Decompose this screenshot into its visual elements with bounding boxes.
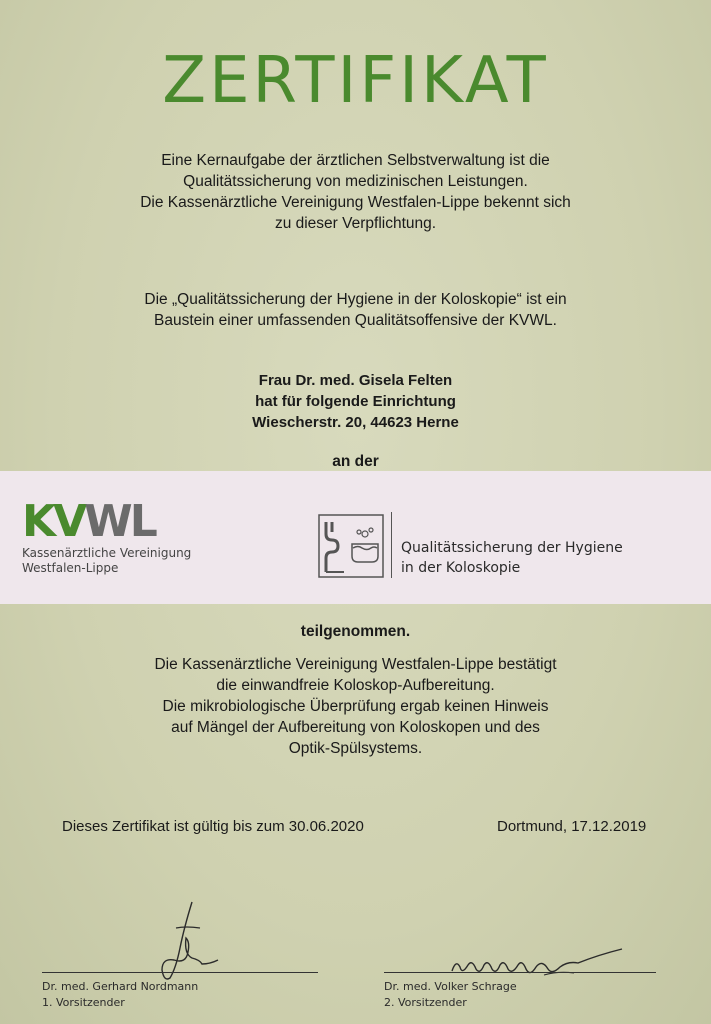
intro-line: Die Kassenärztliche Vereinigung Westfalen-Lippe bekennt sich [140,194,571,211]
participated-text [60,621,651,642]
intro-line: zu dieser Verpflichtung. [274,215,437,232]
hygiene-koloskopie-icon [318,514,384,578]
badge-line: in der Koloskopie [401,560,521,576]
signatory-role: 1. Vorsitzender [42,996,125,1009]
signatory-name: Dr. med. Volker Schrage [384,980,517,993]
place-date: Dortmund, 17.12.2019 [497,818,647,835]
intro-paragraph [60,150,651,234]
recipient-address: Wiescherstr. 20, 44623 Herne [252,414,459,431]
certificate-title: ZERTIFIKAT [162,44,549,118]
confirmation-line: die einwandfreie Koloskop-Aufbereitung. [216,677,495,694]
program-paragraph [60,289,651,331]
confirmation-line: auf Mängel der Aufbereitung von Koloskopen und des [171,719,540,736]
badge-divider [391,512,392,578]
kvwl-logo [22,496,155,547]
intro-line: Eine Kernaufgabe der ärztlichen Selbstverwaltung ist die [161,152,550,169]
signatory-name: Dr. med. Gerhard Nordmann [42,980,199,993]
confirmation-paragraph [60,654,651,759]
logo-kv: KV [22,496,85,547]
signatory-role: 2. Vorsitzender [384,996,467,1009]
intro-line: Qualitätssicherung von medizinischen Leistungen. [183,173,528,190]
logo-sub-line: Kassenärztliche Vereinigung [22,546,192,560]
signatory-1 [42,979,198,1011]
program-line: Baustein einer umfassenden Qualitätsoffensive der KVWL. [154,312,557,329]
signature-line-2 [384,972,656,973]
recipient-block [60,370,651,433]
signature-line-1 [42,972,318,973]
confirmation-line: Die mikrobiologische Überprüfung ergab keinen Hinweis [162,698,549,715]
confirmation-line: Die Kassenärztliche Vereinigung Westfalen-Lippe bestätigt [154,656,557,673]
badge-line: Qualitätssicherung der Hygiene [401,540,623,556]
participated-label: teilgenommen. [300,623,411,640]
signatory-2 [384,979,517,1011]
an-der-label: an der [332,453,379,470]
recipient-facility-line: hat für folgende Einrichtung [255,393,456,410]
program-line: Die „Qualitätssicherung der Hygiene in der Koloskopie“ ist ein [144,291,567,308]
logo-wl: WL [84,496,155,547]
recipient-name: Frau Dr. med. Gisela Felten [258,372,453,389]
logo-sub-line: Westfalen-Lippe [22,561,119,575]
validity-text: Dieses Zertifikat ist gültig bis zum 30.06.2020 [62,818,364,835]
program-badge-text [401,538,623,578]
an-der-text [60,451,651,472]
kvwl-logo-subtitle [22,546,191,576]
confirmation-line: Optik-Spülsystems. [288,740,423,757]
